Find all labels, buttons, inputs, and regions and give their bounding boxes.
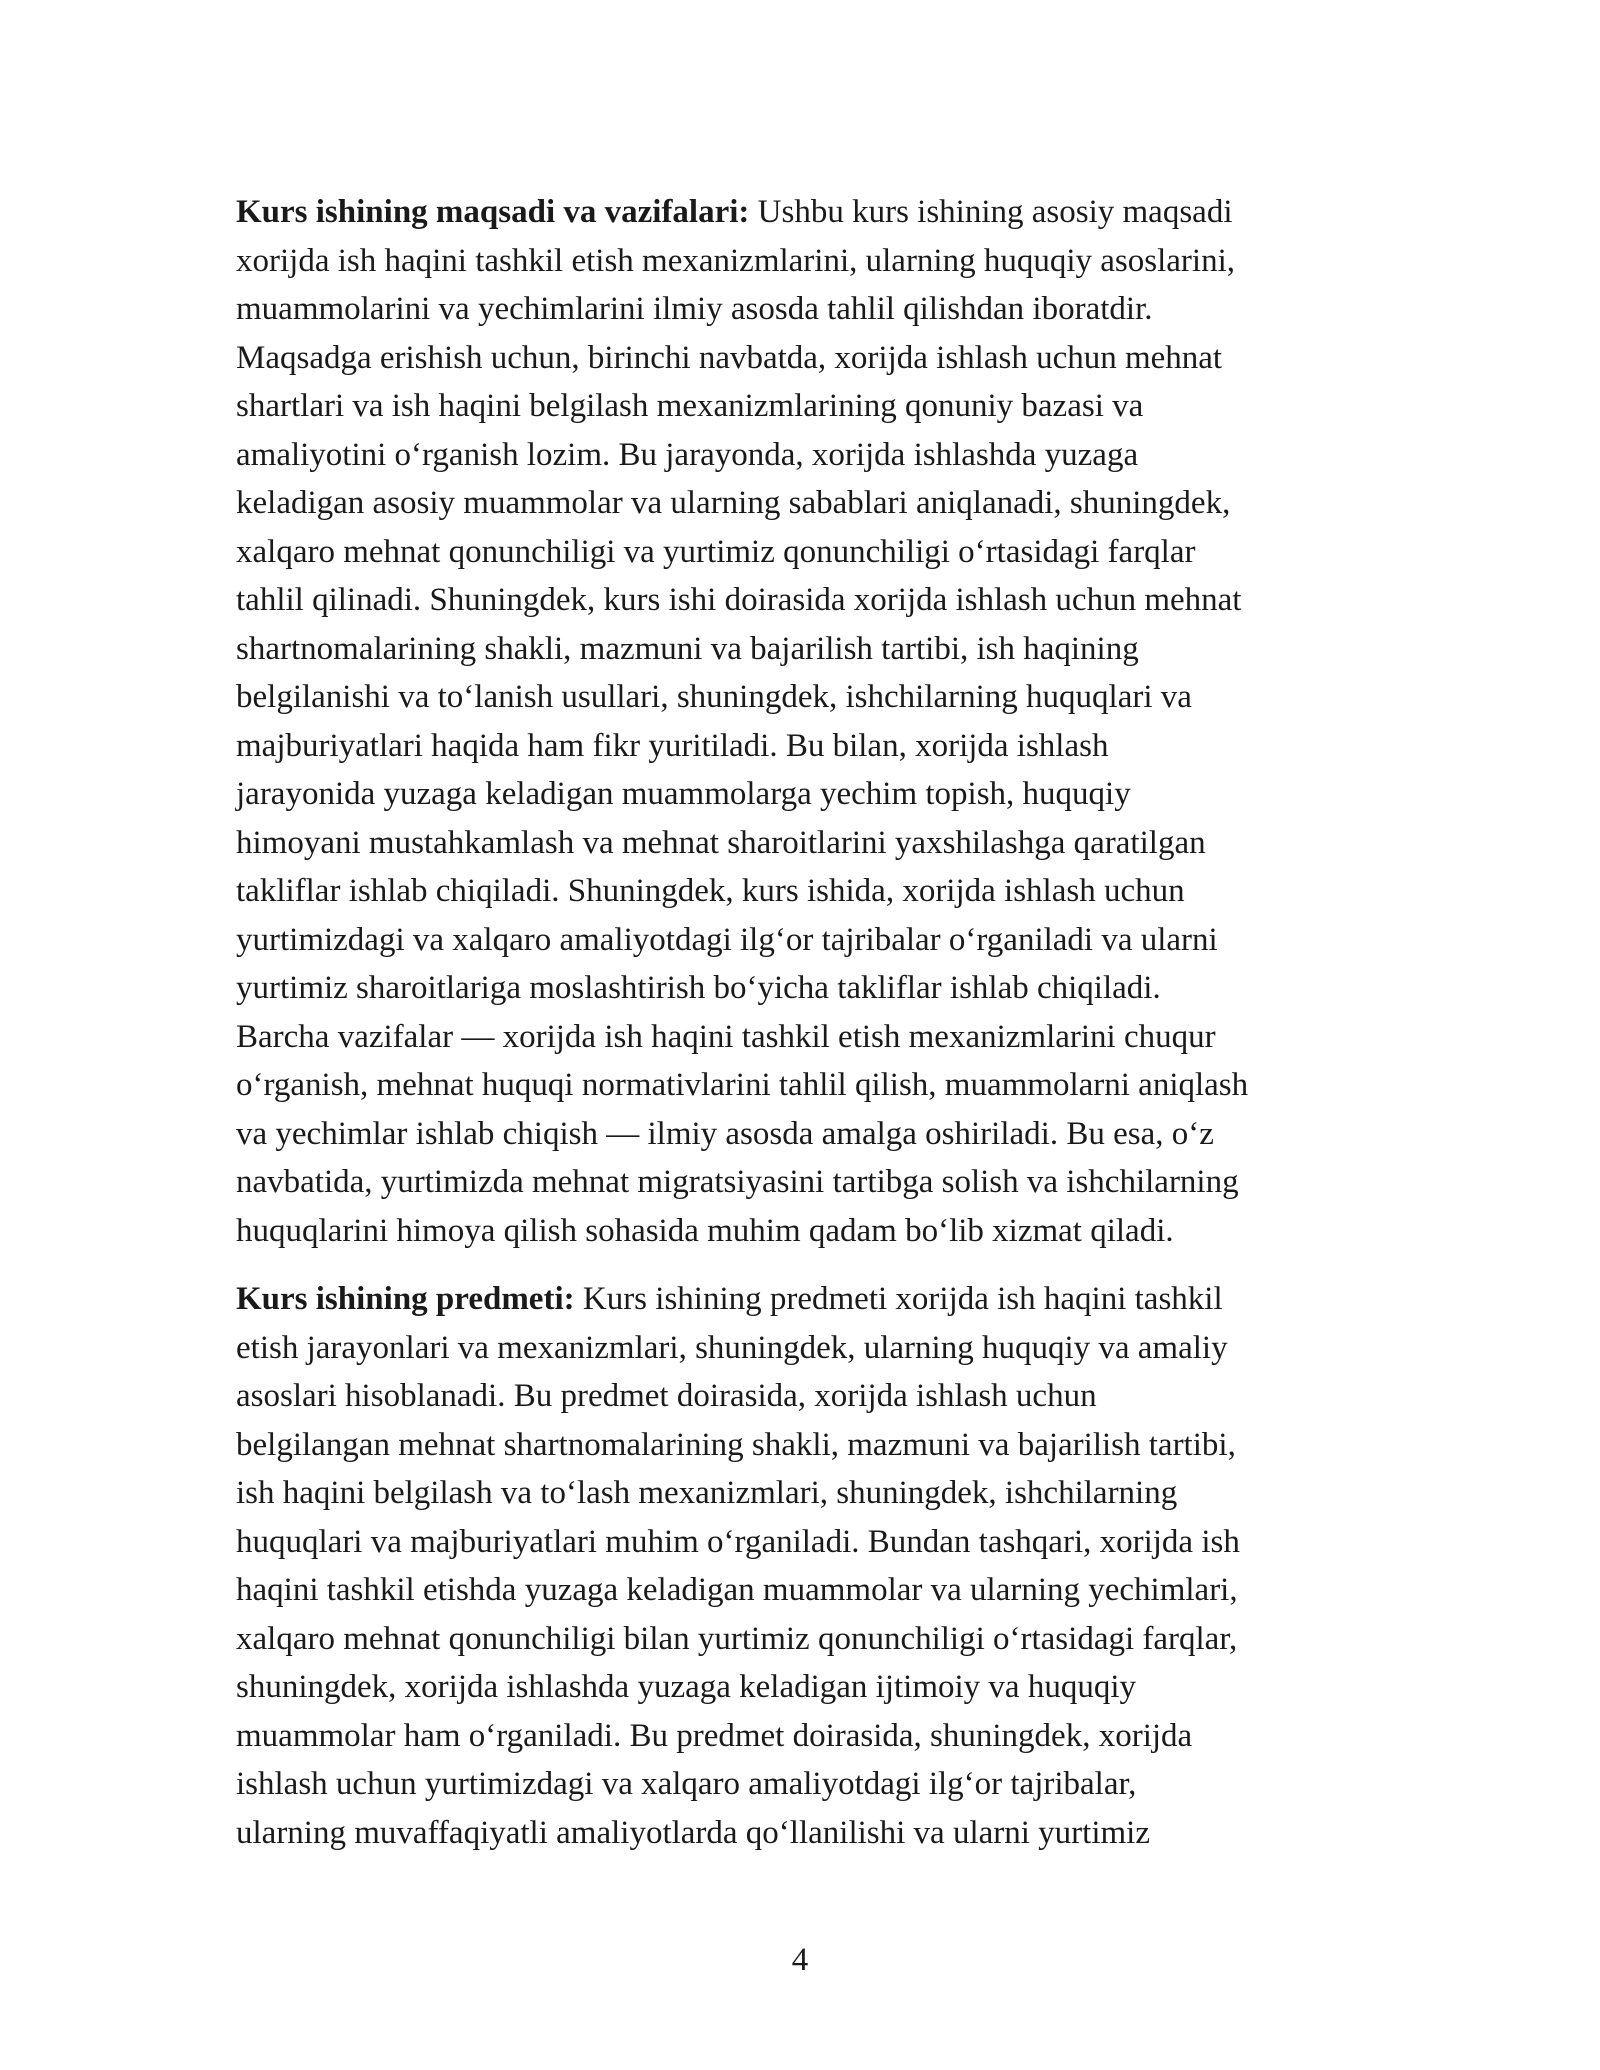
paragraph-goals-and-tasks	[236, 188, 1376, 1255]
text-line: shartlari va ish haqini belgilash mexanizmlarining qonuniy bazasi va	[236, 388, 1144, 424]
text-line: xalqaro mehnat qonunchiligi va yurtimiz qonunchiligi o‘rtasidagi farqlar	[236, 533, 1196, 570]
text-line: shartnomalarining shakli, mazmuni va bajarilish tartibi, ish haqining	[236, 630, 1139, 667]
text-line: Kurs ishining predmeti xorijda ish haqini tashkil	[582, 1281, 1223, 1317]
text-line: Barcha vazifalar — xorijda ish haqini tashkil etish mexanizmlarini chuqur	[236, 1018, 1216, 1055]
text-line: huquqlarini himoya qilish sohasida muhim qadam bo‘lib xizmat qiladi.	[236, 1212, 1174, 1249]
text-line: belgilangan mehnat shartnomalarining shakli, mazmuni va bajarilish tartibi,	[236, 1426, 1236, 1463]
text-line: tahlil qilinadi. Shuningdek, kurs ishi doirasida xorijda ishlash uchun mehnat	[236, 582, 1242, 618]
text-line: ishlash uchun yurtimizdagi va xalqaro amaliyotdagi ilg‘or tajribalar,	[236, 1766, 1137, 1802]
text-line: ularning muvaffaqiyatli amaliyotlarda qo‘llanilishi va ularni yurtimiz	[236, 1814, 1150, 1851]
paragraph-lead-heading: Kurs ishining predmeti:	[236, 1281, 575, 1317]
text-line: yurtimiz sharoitlariga moslashtirish bo‘yicha takliflar ishlab chiqiladi.	[236, 970, 1161, 1006]
page-body	[236, 188, 1376, 1857]
text-line: muammolarini va yechimlarini ilmiy asosda tahlil qilishdan iboratdir.	[236, 291, 1153, 327]
text-line: keladigan asosiy muammolar va ularning sabablari aniqlanadi, shuningdek,	[236, 485, 1231, 521]
text-line: yurtimizdagi va xalqaro amaliyotdagi ilg‘or tajribalar o‘rganiladi va ularni	[236, 921, 1218, 958]
text-line: muammolar ham o‘rganiladi. Bu predmet doirasida, shuningdek, xorijda	[236, 1717, 1193, 1754]
text-line: va yechimlar ishlab chiqish — ilmiy asosda amalga oshiriladi. Bu esa, o‘z	[236, 1115, 1214, 1152]
text-line: himoyani mustahkamlash va mehnat sharoitlarini yaxshilashga qaratilgan	[236, 824, 1206, 861]
text-line: xorijda ish haqini tashkil etish mexanizmlarini, ularning huquqiy asoslarini,	[236, 242, 1235, 279]
text-line: jarayonida yuzaga keladigan muammolarga yechim topish, huquqiy	[236, 776, 1131, 812]
text-line: shuningdek, xorijda ishlashda yuzaga keladigan ijtimoiy va huquqiy	[236, 1669, 1136, 1705]
text-line: etish jarayonlari va mexanizmlari, shuningdek, ularning huquqiy va amaliy	[236, 1329, 1228, 1366]
text-line: majburiyatlari haqida ham fikr yuritiladi. Bu bilan, xorijda ishlash	[236, 727, 1109, 764]
paragraph-lead-heading: Kurs ishining maqsadi va vazifalari:	[236, 194, 750, 230]
page-number: 4	[791, 1942, 809, 1978]
text-line: Maqsadga erishish uchun, birinchi navbatda, xorijda ishlash uchun mehnat	[236, 339, 1223, 376]
text-line: haqini tashkil etishda yuzaga keladigan muammolar va ularning yechimlari,	[236, 1572, 1238, 1608]
text-line: asoslari hisoblanadi. Bu predmet doirasida, xorijda ishlash uchun	[236, 1378, 1097, 1414]
paragraph-subject	[236, 1275, 1376, 1857]
text-line: o‘rganish, mehnat huquqi normativlarini tahlil qilish, muammolarni aniqlash	[236, 1067, 1249, 1103]
text-line: ish haqini belgilash va to‘lash mexanizmlari, shuningdek, ishchilarning	[236, 1475, 1178, 1511]
text-line: amaliyotini o‘rganish lozim. Bu jarayonda, xorijda ishlashda yuzaga	[236, 436, 1139, 473]
text-line: navbatida, yurtimizda mehnat migratsiyasini tartibga solish va ishchilarning	[236, 1164, 1239, 1200]
text-line: takliflar ishlab chiqiladi. Shuningdek, kurs ishida, xorijda ishlash uchun	[236, 873, 1185, 909]
text-line: Ushbu kurs ishining asosiy maqsadi	[757, 194, 1233, 230]
text-line: huquqlari va majburiyatlari muhim o‘rganiladi. Bundan tashqari, xorijda ish	[236, 1523, 1240, 1560]
text-line: belgilanishi va to‘lanish usullari, shuningdek, ishchilarning huquqlari va	[236, 679, 1192, 715]
text-line: xalqaro mehnat qonunchiligi bilan yurtimiz qonunchiligi o‘rtasidagi farqlar,	[236, 1620, 1238, 1657]
